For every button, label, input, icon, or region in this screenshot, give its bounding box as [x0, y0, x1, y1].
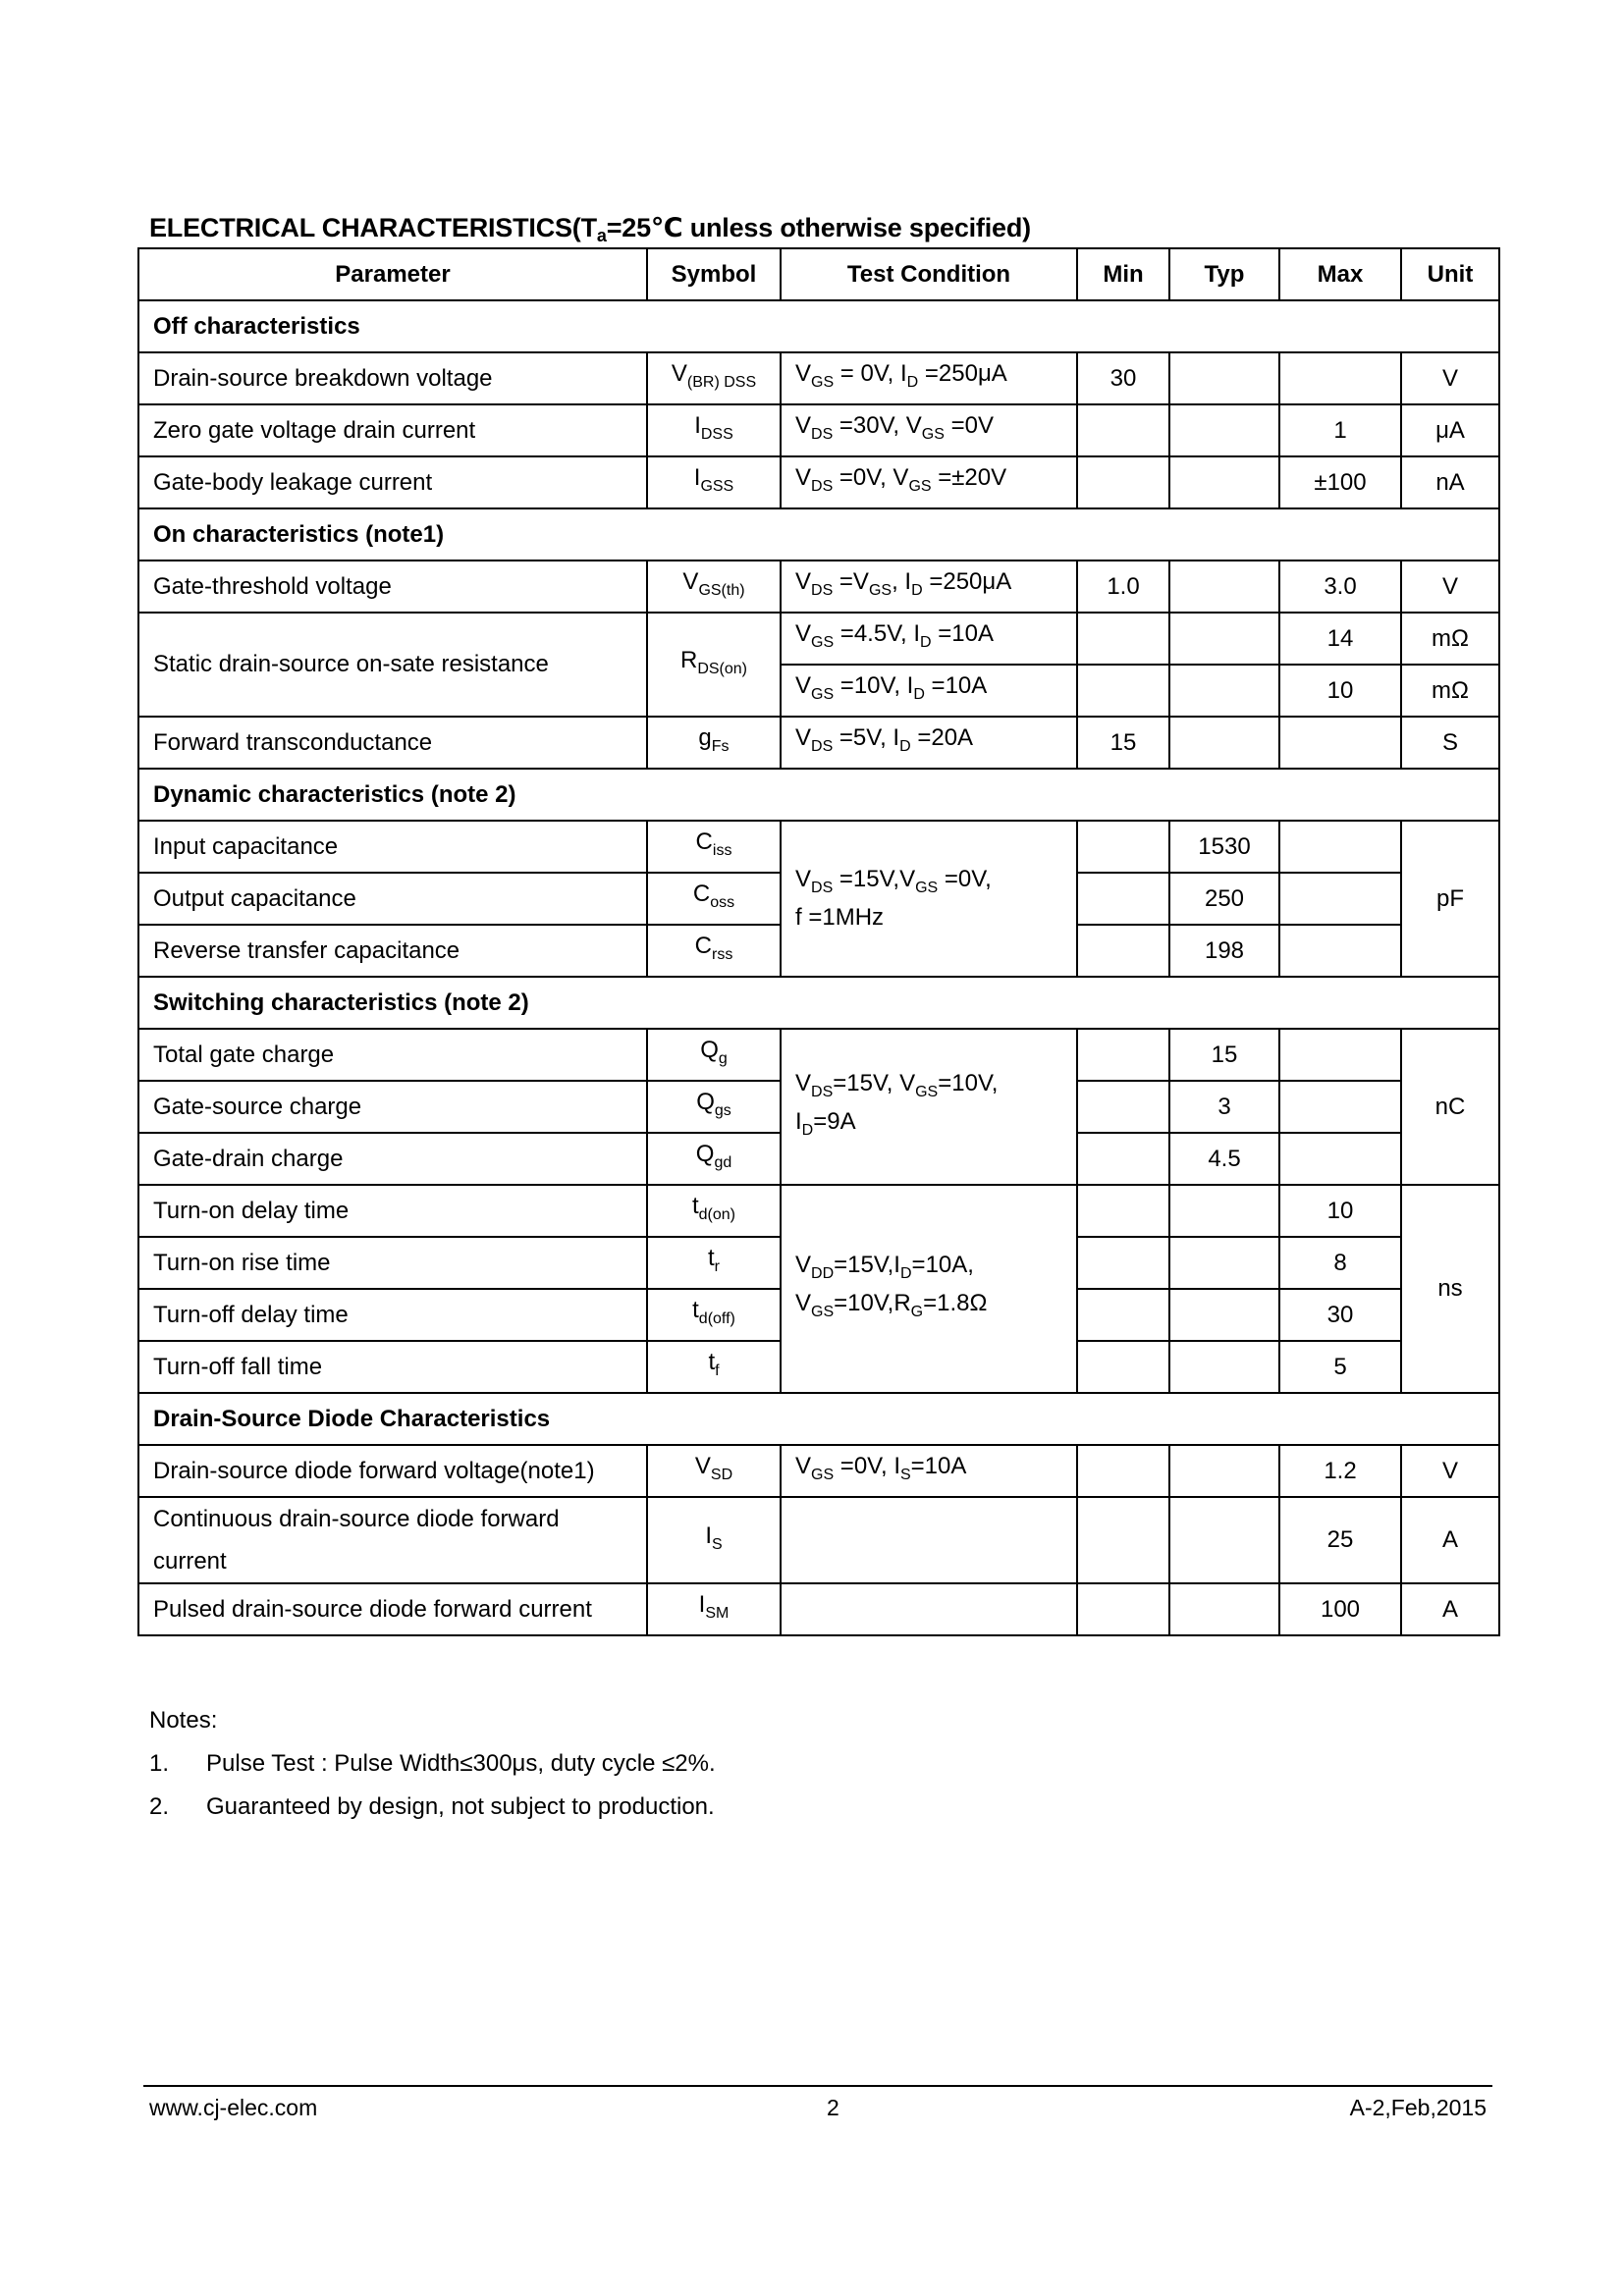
section-row [138, 300, 1499, 352]
param-cell: Static drain-source on-sate resistance [138, 613, 647, 717]
unit-cell: V [1401, 352, 1499, 404]
condition-subscript: D [899, 738, 911, 755]
symbol-cell [647, 1133, 781, 1185]
header-symbol: Symbol [647, 248, 781, 300]
notes-heading: Notes: [149, 1707, 218, 1734]
typ-cell [1169, 1185, 1279, 1237]
condition-line [795, 903, 1062, 933]
condition-text: =20A [910, 724, 974, 751]
condition-subscript: GS [811, 1304, 835, 1320]
section-row [138, 977, 1499, 1029]
typ-cell [1169, 1237, 1279, 1289]
symbol-letter: C [695, 828, 713, 855]
symbol-subscript: rss [712, 946, 733, 963]
condition-subscript: GS [811, 634, 835, 651]
unit-cell: μA [1401, 404, 1499, 456]
condition-text: =9A [813, 1107, 856, 1135]
typ-cell: 3 [1169, 1081, 1279, 1133]
condition-subscript: D [899, 1265, 912, 1282]
typ-cell [1169, 1497, 1279, 1583]
unit-cell: nA [1401, 456, 1499, 508]
symbol-cell [647, 821, 781, 873]
param-cell: Forward transconductance [138, 717, 647, 769]
condition-cell [781, 821, 1077, 977]
symbol-subscript: f [715, 1362, 720, 1379]
symbol-subscript: oss [710, 894, 735, 911]
note-text: Guaranteed by design, not subject to production. [206, 1793, 715, 1820]
param-cell: Reverse transfer capacitance [138, 925, 647, 977]
max-cell: 1 [1279, 404, 1401, 456]
typ-cell: 4.5 [1169, 1133, 1279, 1185]
min-cell [1077, 404, 1169, 456]
typ-cell [1169, 1445, 1279, 1497]
condition-cell [781, 404, 1077, 456]
max-cell [1279, 717, 1401, 769]
max-cell [1279, 352, 1401, 404]
table-row [138, 352, 1499, 404]
condition-text: I [795, 1107, 802, 1135]
note-number: 2. [149, 1793, 170, 1820]
typ-cell [1169, 613, 1279, 665]
max-cell: 8 [1279, 1237, 1401, 1289]
max-cell: 14 [1279, 613, 1401, 665]
symbol-letter: I [693, 464, 701, 491]
condition-line [795, 1107, 1062, 1146]
unit-cell: mΩ [1401, 665, 1499, 717]
param-cell: Pulsed drain-source diode forward current [138, 1583, 647, 1635]
max-cell [1279, 1081, 1401, 1133]
condition-subscript: GS [908, 478, 932, 495]
max-cell: ±100 [1279, 456, 1401, 508]
symbol-letter: t [691, 1193, 699, 1219]
condition-subscript: GS [811, 1467, 835, 1483]
typ-cell [1169, 561, 1279, 613]
condition-text: =0V, [938, 866, 992, 892]
condition-line [795, 865, 1062, 903]
header-typ: Typ [1169, 248, 1279, 300]
max-cell: 5 [1279, 1341, 1401, 1393]
condition-text: V [795, 360, 812, 387]
min-cell [1077, 1497, 1169, 1583]
condition-subscript: DD [811, 1265, 835, 1282]
min-cell [1077, 821, 1169, 873]
table-row [138, 1445, 1499, 1497]
condition-text: V [795, 1252, 812, 1278]
condition-text: V [795, 464, 812, 491]
param-cell: Gate-drain charge [138, 1133, 647, 1185]
symbol-cell [647, 561, 781, 613]
condition-text: =10V, [938, 1069, 999, 1096]
min-cell [1077, 925, 1169, 977]
note-number: 1. [149, 1750, 170, 1777]
typ-cell: 250 [1169, 873, 1279, 925]
symbol-cell [647, 1583, 781, 1635]
symbol-cell [647, 352, 781, 404]
condition-text: V [795, 724, 812, 751]
header-parameter: Parameter [138, 248, 647, 300]
footer-divider [143, 2085, 1492, 2087]
condition-subscript: GS [811, 374, 835, 391]
max-cell [1279, 873, 1401, 925]
symbol-cell [647, 1237, 781, 1289]
symbol-subscript: (BR) DSS [686, 374, 757, 391]
max-cell [1279, 925, 1401, 977]
condition-subscript: D [906, 374, 919, 391]
condition-subscript: S [899, 1467, 911, 1483]
min-cell [1077, 1583, 1169, 1635]
symbol-cell [647, 1081, 781, 1133]
condition-text: =5V, I [833, 724, 900, 751]
max-cell: 30 [1279, 1289, 1401, 1341]
condition-text: = 0V, I [834, 360, 907, 387]
header-test-condition: Test Condition [781, 248, 1077, 300]
typ-cell [1169, 456, 1279, 508]
symbol-letter: R [679, 646, 698, 673]
symbol-subscript: r [714, 1258, 720, 1275]
param-cell: Gate-body leakage current [138, 456, 647, 508]
condition-text: =1.8Ω [923, 1290, 988, 1316]
symbol-letter: t [708, 1349, 716, 1375]
symbol-subscript: iss [712, 842, 732, 859]
section-off-title: Off characteristics [138, 300, 1499, 352]
min-cell [1077, 1341, 1169, 1393]
table-row [138, 456, 1499, 508]
header-min: Min [1077, 248, 1169, 300]
condition-text: V [795, 672, 812, 699]
param-cell: Continuous drain-source diode forward current [138, 1497, 647, 1583]
min-cell [1077, 1289, 1169, 1341]
condition-text: =0V, I [834, 1453, 900, 1479]
condition-text: =4.5V, I [834, 620, 920, 647]
symbol-cell [647, 717, 781, 769]
unit-cell: nC [1401, 1029, 1499, 1185]
condition-text: =V [833, 568, 869, 595]
symbol-subscript: g [718, 1050, 728, 1067]
section-diode-title: Drain-Source Diode Characteristics [138, 1393, 1499, 1445]
section-switching-title: Switching characteristics (note 2) [138, 977, 1499, 1029]
header-max: Max [1279, 248, 1401, 300]
typ-cell: 1530 [1169, 821, 1279, 873]
condition-text: V [795, 866, 812, 892]
condition-subscript: D [913, 686, 925, 703]
condition-cell [781, 561, 1077, 613]
condition-text: , I [892, 568, 912, 595]
condition-cell [781, 665, 1077, 717]
symbol-letter: V [682, 568, 699, 595]
symbol-letter: V [694, 1453, 711, 1479]
condition-subscript: DS [811, 738, 834, 755]
min-cell [1077, 1029, 1169, 1081]
symbol-subscript: d(on) [698, 1206, 736, 1223]
symbol-subscript: Fs [711, 738, 730, 755]
notes-block [149, 1699, 716, 1829]
condition-cell [781, 717, 1077, 769]
symbol-subscript: GS(th) [698, 582, 745, 599]
section-on-title: On characteristics (note1) [138, 508, 1499, 561]
symbol-subscript: DSS [700, 426, 733, 443]
typ-cell: 198 [1169, 925, 1279, 977]
condition-subscript: GS [915, 1083, 939, 1100]
condition-subscript: DS [811, 426, 834, 443]
symbol-subscript: SD [710, 1467, 733, 1483]
condition-subscript: G [910, 1304, 924, 1320]
symbol-letter: Q [695, 1141, 715, 1167]
max-cell: 25 [1279, 1497, 1401, 1583]
condition-subscript: DS [811, 582, 834, 599]
symbol-subscript: gd [714, 1154, 732, 1171]
section-row [138, 508, 1499, 561]
symbol-letter: C [692, 881, 711, 907]
symbol-subscript: gs [714, 1102, 731, 1119]
condition-subscript: GS [921, 426, 945, 443]
condition-line [795, 1289, 1062, 1327]
unit-cell: ns [1401, 1185, 1499, 1393]
condition-cell [781, 352, 1077, 404]
condition-text: V [795, 1290, 812, 1316]
symbol-subscript: d(off) [698, 1310, 735, 1327]
symbol-cell [647, 456, 781, 508]
condition-cell [781, 456, 1077, 508]
condition-cell [781, 1029, 1077, 1185]
min-cell: 30 [1077, 352, 1169, 404]
param-cell: Turn-off fall time [138, 1341, 647, 1393]
table-row [138, 717, 1499, 769]
table-row [138, 1583, 1499, 1635]
condition-text: V [795, 1453, 812, 1479]
symbol-cell [647, 1445, 781, 1497]
condition-text: =10A [931, 620, 994, 647]
condition-text: =15V,I [834, 1252, 900, 1278]
param-cell: Total gate charge [138, 1029, 647, 1081]
typ-cell [1169, 352, 1279, 404]
condition-text: =10A [910, 1453, 967, 1479]
condition-text: =0V, V [833, 464, 909, 491]
unit-cell: S [1401, 717, 1499, 769]
min-cell [1077, 873, 1169, 925]
table-row [138, 404, 1499, 456]
condition-text: V [795, 1069, 812, 1096]
typ-cell [1169, 665, 1279, 717]
note-item [149, 1786, 716, 1829]
table-header-row [138, 248, 1499, 300]
table-row [138, 613, 1499, 665]
symbol-cell [647, 1497, 781, 1583]
page-title: ELECTRICAL $CHARACTERISTICS(T_a=25℃$ unless otherwise specified) [149, 213, 1031, 245]
symbol-subscript: DS(on) [697, 660, 748, 677]
param-cell: Output capacitance [138, 873, 647, 925]
condition-text: =10A, [911, 1252, 974, 1278]
header-unit: Unit [1401, 248, 1499, 300]
symbol-subscript: S [712, 1535, 723, 1553]
min-cell [1077, 456, 1169, 508]
unit-cell: pF [1401, 821, 1499, 977]
table-row [138, 1185, 1499, 1237]
symbol-cell [647, 1341, 781, 1393]
max-cell [1279, 1133, 1401, 1185]
symbol-cell [647, 1289, 781, 1341]
max-cell: 10 [1279, 665, 1401, 717]
unit-cell: mΩ [1401, 613, 1499, 665]
symbol-cell [647, 1029, 781, 1081]
symbol-letter: Q [700, 1037, 719, 1063]
min-cell: 15 [1077, 717, 1169, 769]
condition-cell [781, 1583, 1077, 1635]
footer-page-number: 2 [827, 2095, 839, 2120]
condition-line [795, 1069, 1062, 1107]
max-cell: 10 [1279, 1185, 1401, 1237]
condition-subscript: D [920, 634, 932, 651]
min-cell [1077, 1237, 1169, 1289]
symbol-letter: I [694, 412, 701, 439]
condition-text: =15V, V [833, 1069, 916, 1096]
condition-cell [781, 1185, 1077, 1393]
symbol-subscript: SM [705, 1605, 730, 1622]
typ-cell [1169, 1289, 1279, 1341]
section-row [138, 1393, 1499, 1445]
condition-text: =250μA [918, 360, 1007, 387]
condition-text: =10V,R [834, 1290, 911, 1316]
param-cell: Gate-source charge [138, 1081, 647, 1133]
condition-subscript: DS [811, 1083, 834, 1100]
unit-cell: V [1401, 561, 1499, 613]
condition-subscript: D [911, 582, 923, 599]
condition-subscript: DS [811, 880, 834, 896]
max-cell [1279, 821, 1401, 873]
max-cell: 3.0 [1279, 561, 1401, 613]
condition-subscript: D [801, 1121, 814, 1139]
condition-text: V [795, 568, 812, 595]
typ-cell: 15 [1169, 1029, 1279, 1081]
param-cell: Turn-on rise time [138, 1237, 647, 1289]
condition-text: =30V, V [833, 412, 922, 439]
min-cell [1077, 1445, 1169, 1497]
condition-text: =250μA [922, 568, 1012, 595]
footer-website: www.cj-elec.com [149, 2095, 318, 2120]
condition-cell [781, 613, 1077, 665]
section-dynamic-title: Dynamic characteristics (note 2) [138, 769, 1499, 821]
symbol-subscript: GSS [700, 478, 734, 495]
max-cell: 100 [1279, 1583, 1401, 1635]
min-cell [1077, 613, 1169, 665]
condition-text: =10A [924, 672, 988, 699]
param-cell: Gate-threshold voltage [138, 561, 647, 613]
typ-cell [1169, 1583, 1279, 1635]
symbol-letter: I [705, 1522, 712, 1549]
param-cell: Drain-source diode forward voltage(note1) [138, 1445, 647, 1497]
condition-cell [781, 1445, 1077, 1497]
typ-cell [1169, 717, 1279, 769]
condition-line [795, 1251, 1062, 1289]
condition-text: =15V,V [833, 866, 916, 892]
min-cell [1077, 665, 1169, 717]
electrical-characteristics-table [137, 247, 1500, 1636]
condition-cell [781, 1497, 1077, 1583]
param-cell: Turn-off delay time [138, 1289, 647, 1341]
symbol-cell [647, 404, 781, 456]
max-cell [1279, 1029, 1401, 1081]
note-text: Pulse Test : Pulse Width≤300μs, duty cycle ≤2%. [206, 1750, 716, 1777]
condition-subscript: GS [811, 686, 835, 703]
min-cell [1077, 1081, 1169, 1133]
table-row [138, 561, 1499, 613]
symbol-cell [647, 613, 781, 717]
note-item [149, 1742, 716, 1786]
symbol-letter: I [698, 1591, 706, 1618]
max-cell: 1.2 [1279, 1445, 1401, 1497]
table-row [138, 821, 1499, 873]
condition-text: V [795, 620, 812, 647]
min-cell [1077, 1185, 1169, 1237]
condition-text: =0V [944, 412, 994, 439]
condition-text: =±20V [931, 464, 1007, 491]
symbol-cell [647, 873, 781, 925]
symbol-letter: V [671, 360, 687, 387]
symbol-letter: C [694, 933, 712, 959]
symbol-cell [647, 1185, 781, 1237]
condition-text: =10V, I [834, 672, 914, 699]
typ-cell [1169, 1341, 1279, 1393]
unit-cell: A [1401, 1583, 1499, 1635]
footer-revision: A-2,Feb,2015 [1349, 2095, 1487, 2120]
param-cell: Input capacitance [138, 821, 647, 873]
symbol-letter: Q [696, 1089, 715, 1115]
param-cell: Turn-on delay time [138, 1185, 647, 1237]
symbol-cell [647, 925, 781, 977]
min-cell: 1.0 [1077, 561, 1169, 613]
symbol-letter: t [692, 1297, 699, 1323]
section-row [138, 769, 1499, 821]
symbol-letter: t [708, 1245, 715, 1271]
symbol-letter: g [698, 724, 712, 751]
unit-cell: A [1401, 1497, 1499, 1583]
param-cell: Drain-source breakdown voltage [138, 352, 647, 404]
param-cell: Zero gate voltage drain current [138, 404, 647, 456]
min-cell [1077, 1133, 1169, 1185]
condition-text: V [795, 412, 812, 439]
condition-text: f =1MHz [795, 904, 885, 931]
condition-subscript: GS [868, 582, 893, 599]
table-row [138, 1497, 1499, 1583]
condition-subscript: DS [811, 478, 834, 495]
unit-cell: V [1401, 1445, 1499, 1497]
table-row [138, 1029, 1499, 1081]
typ-cell [1169, 404, 1279, 456]
condition-subscript: GS [915, 880, 939, 896]
